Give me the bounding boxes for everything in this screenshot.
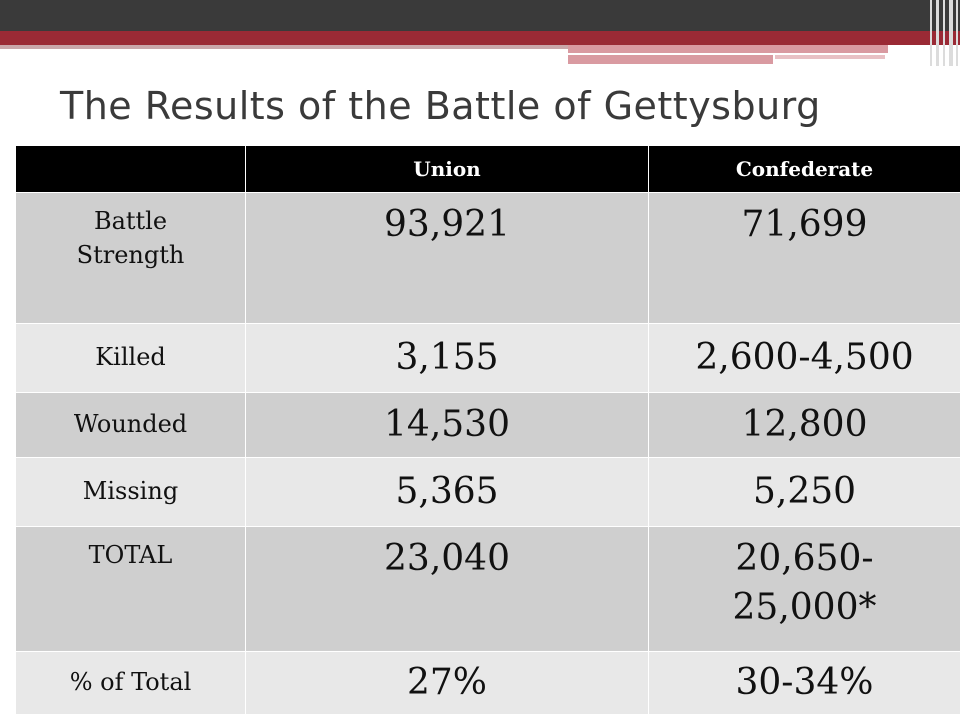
results-table: [15, 145, 960, 715]
header-dark-bar: [0, 0, 960, 31]
union-value: 23,040: [246, 527, 649, 652]
confederate-value: 2,600-4,500: [649, 324, 960, 393]
table-row: [16, 527, 960, 652]
row-label-text: Battle Strength: [76, 207, 185, 269]
header-accent-block: [568, 45, 888, 53]
header-accent-line: [0, 45, 568, 49]
table-row: [16, 652, 960, 715]
row-label: TOTAL: [16, 527, 246, 652]
union-value: 93,921: [246, 193, 649, 324]
table-row: [16, 324, 960, 393]
table-row: [16, 193, 960, 324]
header-confederate: Confederate: [649, 146, 960, 193]
confederate-value: 5,250: [649, 458, 960, 527]
header-accent-line-right: [775, 55, 885, 59]
confederate-value-text: 20,650-25,000*: [732, 538, 877, 628]
header-vertical-lines: [928, 0, 960, 66]
row-label: Wounded: [16, 393, 246, 458]
union-value: 27%: [246, 652, 649, 715]
header-red-bar: [0, 31, 960, 45]
header-accent-block-lower: [568, 55, 773, 64]
table-row: [16, 458, 960, 527]
header-union: Union: [246, 146, 649, 193]
row-label: [16, 193, 246, 324]
table-header-row: [16, 146, 960, 193]
confederate-value: 12,800: [649, 393, 960, 458]
union-value: 3,155: [246, 324, 649, 393]
confederate-value: 71,699: [649, 193, 960, 324]
row-label: Missing: [16, 458, 246, 527]
table-row: [16, 393, 960, 458]
union-value: 5,365: [246, 458, 649, 527]
row-label: % of Total: [16, 652, 246, 715]
union-value: 14,530: [246, 393, 649, 458]
confederate-value: [649, 527, 960, 652]
confederate-value: 30-34%: [649, 652, 960, 715]
row-label: Killed: [16, 324, 246, 393]
header-empty-cell: [16, 146, 246, 193]
slide-title: The Results of the Battle of Gettysburg: [60, 84, 821, 128]
